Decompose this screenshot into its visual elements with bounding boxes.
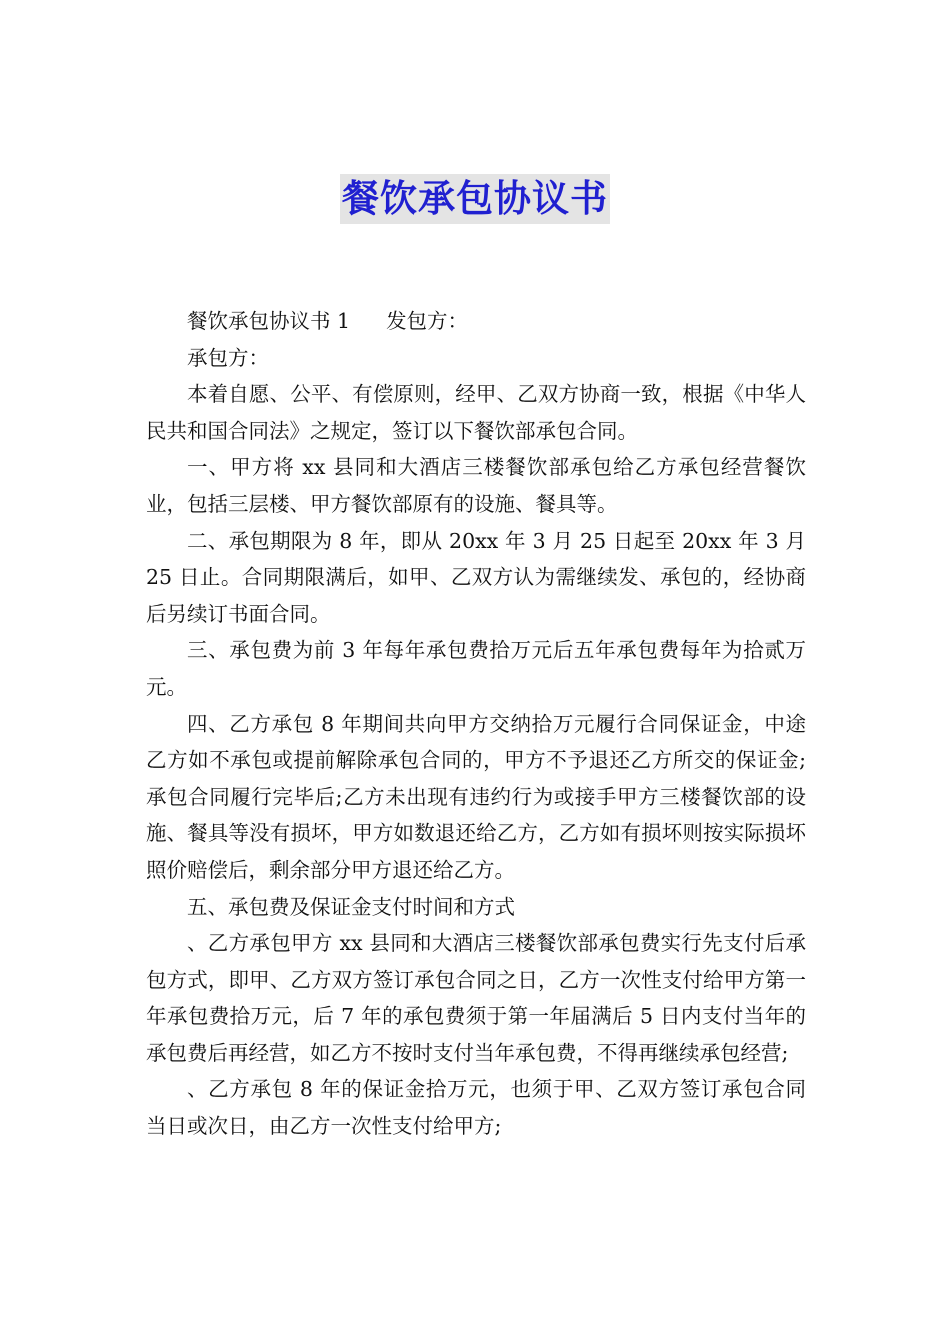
paragraph: 、乙方承包甲方 xx 县同和大酒店三楼餐饮部承包费实行先支付后承包方式，即甲、乙方双方签订承包合同之日，乙方一次性支付给甲方第一年承包费拾万元，后 7 年的承包费须于第一年届满后 5 日内支付当年的承包费后再经营，如乙方不按时支付当年承包费，不得再继续承包经营; (146, 931, 806, 1065)
paragraph: 三、承包费为前 3 年每年承包费拾万元后五年承包费每年为拾贰万元。 (146, 638, 806, 699)
document-body (146, 303, 806, 1145)
paragraph: 四、乙方承包 8 年期间共向甲方交纳拾万元履行合同保证金，中途乙方如不承包或提前解除承包合同的，甲方不予退还乙方所交的保证金;承包合同履行完毕后;乙方未出现有违约行为或接手甲方三楼餐饮部的设施、餐具等没有损坏，甲方如数退还给乙方，乙方如有损坏则按实际损坏照价赔偿后，剩余部分甲方退还给乙方。 (146, 711, 806, 882)
paragraph: 二、承包期限为 8 年，即从 20xx 年 3 月 25 日起至 20xx 年 3 月 25 日止。合同期限满后，如甲、乙双方认为需继续发、承包的，经协商后另续订书面合同。 (146, 528, 806, 626)
paragraph: 一、甲方将 xx 县同和大酒店三楼餐饮部承包给乙方承包经营餐饮业，包括三层楼、甲方餐饮部原有的设施、餐具等。 (146, 455, 806, 516)
issuer-label: 发包方： (386, 309, 469, 333)
section-label: 餐饮承包协议书 1 (187, 309, 351, 333)
paragraph: 五、承包费及保证金支付时间和方式 (187, 894, 515, 919)
title-container (0, 174, 950, 224)
paragraph-header (146, 303, 806, 340)
document-title: 餐饮承包协议书 (340, 174, 610, 224)
paragraph: 、乙方承包 8 年的保证金拾万元，也须于甲、乙双方签订承包合同当日或次日，由乙方一次性支付给甲方; (146, 1077, 806, 1139)
paragraph: 承包方： (187, 345, 269, 370)
paragraph: 本着自愿、公平、有偿原则，经甲、乙双方协商一致，根据《中华人民共和国合同法》之规定，签订以下餐饮部承包合同。 (146, 382, 806, 443)
